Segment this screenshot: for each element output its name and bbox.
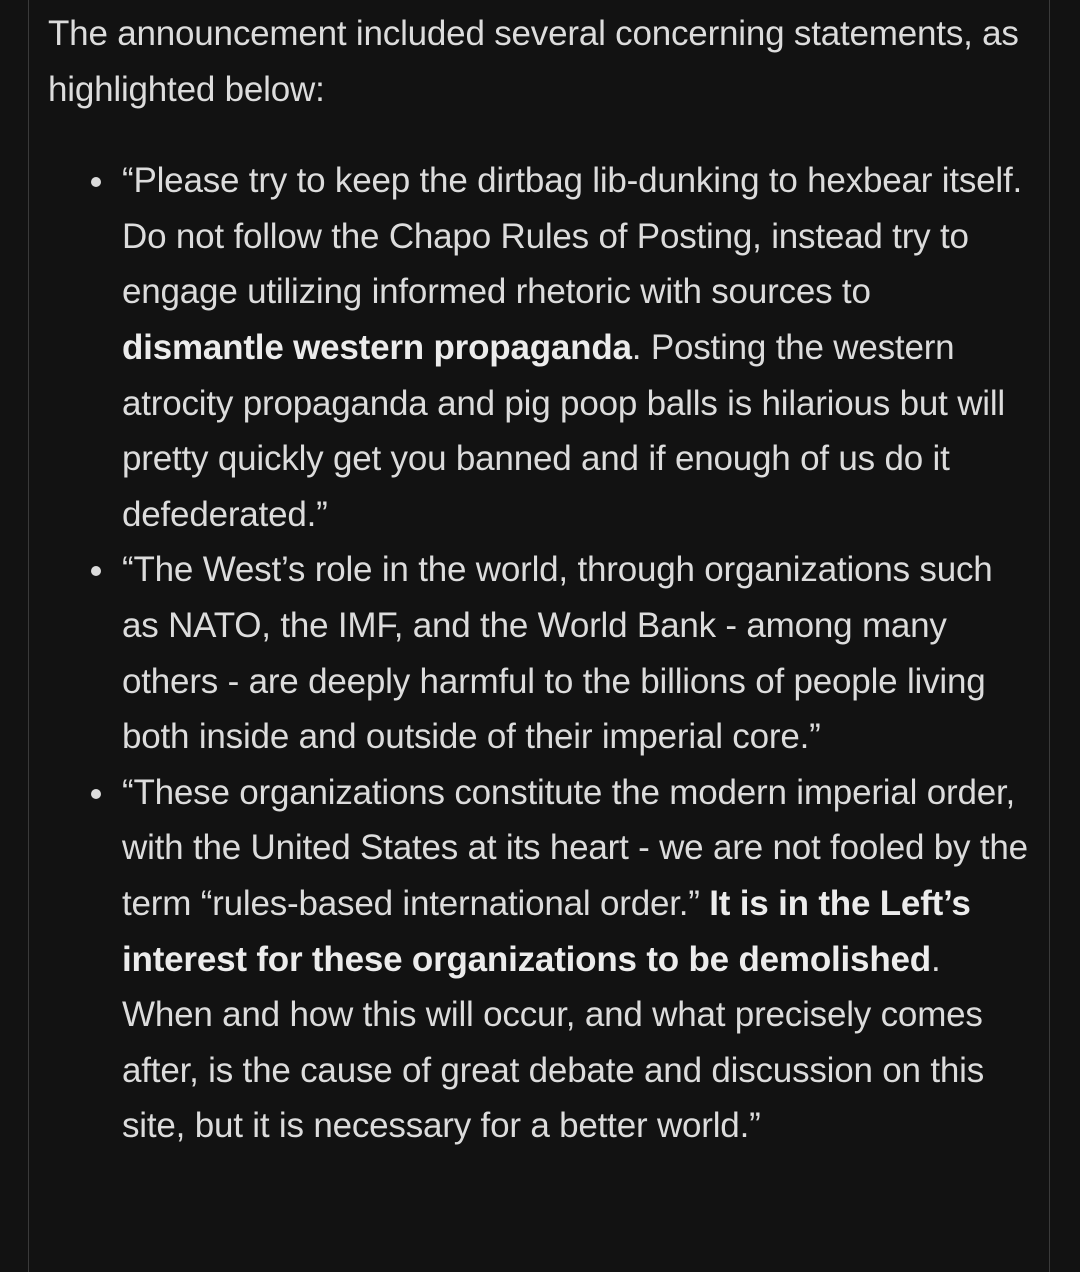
- intro-paragraph: The announcement included several concerning statements, as highlighted below:: [48, 14, 1019, 109]
- bullet-icon: [91, 566, 101, 576]
- quote-text: . Posting the western atrocity propaganda and pig poop balls is hilarious but will pretty quickly get you banned and if enough of us do it defederated.”: [122, 327, 1005, 534]
- bold-phrase: It is in the Left’s interest for these organizations to be demolished: [122, 883, 971, 979]
- list-item: [48, 542, 1038, 764]
- bullet-icon: [91, 789, 101, 799]
- quote-text: “These organizations constitute the modern imperial order, with the United States at its heart - we are not fooled by the term “rules-based international order.”: [122, 772, 1028, 923]
- quote-list: [48, 153, 1038, 1154]
- list-item: [48, 153, 1038, 542]
- quote-text: “Please try to keep the dirtbag lib-dunking to hexbear itself. Do not follow the Chapo Rules of Posting, instead try to engage utilizing informed rhetoric with sources to: [122, 161, 1023, 312]
- bold-phrase: dismantle western propaganda: [122, 327, 632, 367]
- quote-text: . When and how this will occur, and what precisely comes after, is the cause of great debate and discussion on this site, but it is necessary for a better world.”: [122, 939, 985, 1146]
- post-content: [48, 6, 1038, 1154]
- quote-text: “The West’s role in the world, through organizations such as NATO, the IMF, and the World Bank - among many others - are deeply harmful to the billions of people living both inside and outside of their imperial core.”: [122, 550, 993, 757]
- list-item: [48, 765, 1038, 1154]
- bullet-icon: [91, 177, 101, 187]
